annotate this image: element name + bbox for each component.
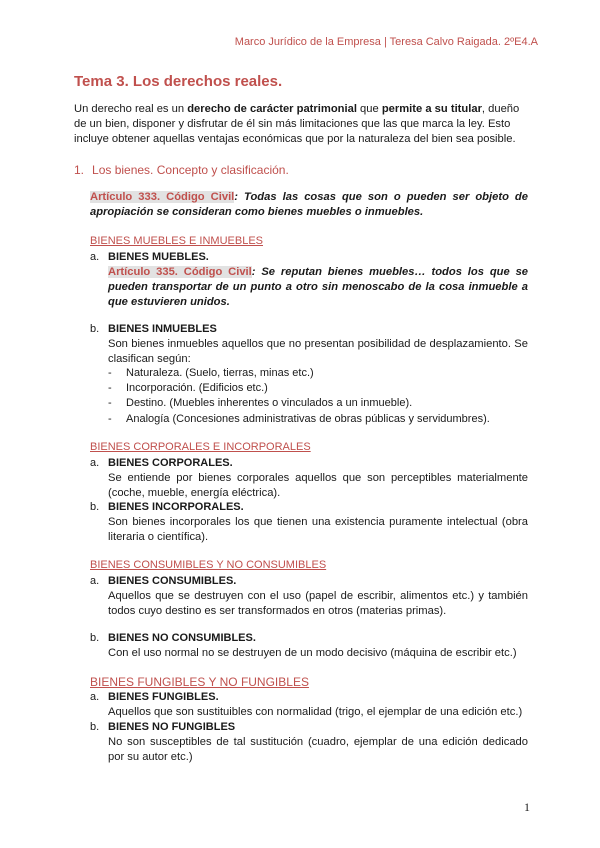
subsection-heading-consumibles: BIENES CONSUMIBLES Y NO CONSUMIBLES <box>90 559 327 571</box>
quote-article-335: Artículo 335. Código Civil: Se reputan bienes muebles… todos los que se pueden transportar de un punto a otro sin menoscabo de la cosa inmueble a que estuvieren unidos. <box>108 266 529 308</box>
paragraph-incorporales: Son bienes incorporales los que tienen una existencia puramente intelectual (obra literaria o científica). <box>108 516 528 543</box>
item-label-no-consumibles: b. BIENES NO CONSUMIBLES. <box>90 632 256 644</box>
item-label-fungibles: a. BIENES FUNGIBLES. <box>90 691 219 703</box>
page-number: 1 <box>524 800 530 814</box>
inmuebles-list <box>108 366 490 427</box>
list-item: - Incorporación. (Edificios etc.) <box>108 381 490 396</box>
item-label-corporales: a. BIENES CORPORALES. <box>90 457 233 469</box>
section-1-heading: 1. Los bienes. Concepto y clasificación. <box>74 163 289 177</box>
page-header: Marco Jurídico de la Empresa | Teresa Calvo Raigada. 2ºE4.A <box>234 36 538 48</box>
list-item: - Destino. (Muebles inherentes o vinculados a un inmueble). <box>108 396 490 411</box>
paragraph-corporales: Se entiende por bienes corporales aquellos que son perceptibles materialmente (coche, mueble, energía eléctrica). <box>108 472 528 499</box>
item-label-muebles: a. BIENES MUEBLES. <box>90 251 209 263</box>
article-reference: Artículo 333. Código Civil <box>90 191 235 203</box>
item-label-consumibles: a. BIENES CONSUMIBLES. <box>90 575 237 587</box>
paragraph-no-consumibles: Con el uso normal no se destruyen de un modo decisivo (máquina de escribir etc.) <box>108 647 517 659</box>
quote-article-333: Artículo 333. Código Civil: Todas las cosas que son o pueden ser objeto de apropiación se consideran como bienes muebles o inmuebles. <box>90 191 528 218</box>
item-label-no-fungibles: b. BIENES NO FUNGIBLES <box>90 721 236 733</box>
paragraph-fungibles: Aquellos que son sustituibles con normalidad (trigo, el ejemplar de una edición etc.) <box>108 706 523 718</box>
document-title: Tema 3. Los derechos reales. <box>74 73 283 90</box>
item-label-inmuebles: b. BIENES INMUEBLES <box>90 323 217 335</box>
item-label-incorporales: b. BIENES INCORPORALES. <box>90 501 244 513</box>
subsection-heading-corporales: BIENES CORPORALES E INCORPORALES <box>90 441 311 453</box>
intro-paragraph: Un derecho real es un derecho de carácter patrimonial que permite a su titular, dueño de un bien, disponer y disfrutar de él sin más limitaciones que las que marca la ley. Esto incluye obtener aquellas ventajas económicas que por la naturaleza del bien sea posible. <box>74 103 520 145</box>
article-reference: Artículo 335. Código Civil <box>108 266 252 278</box>
paragraph-consumibles: Aquellos que se destruyen con el uso (papel de escribir, alimentos etc.) y también todos cuyo destino es ser transformados en otros (materias primas). <box>108 590 528 617</box>
subsection-heading-muebles: BIENES MUEBLES E INMUEBLES <box>90 235 263 247</box>
paragraph-inmuebles: Son bienes inmuebles aquellos que no presentan posibilidad de desplazamiento. Se clasifican según: <box>108 338 528 365</box>
list-item: - Naturaleza. (Suelo, tierras, minas etc.) <box>108 366 490 381</box>
list-item: - Analogía (Concesiones administrativas de obras públicas y servidumbres). <box>108 412 490 427</box>
paragraph-no-fungibles: No son susceptibles de tal sustitución (cuadro, ejemplar de una edición dedicado por su autor etc.) <box>108 736 528 763</box>
subsection-heading-fungibles: BIENES FUNGIBLES Y NO FUNGIBLES <box>90 675 309 689</box>
